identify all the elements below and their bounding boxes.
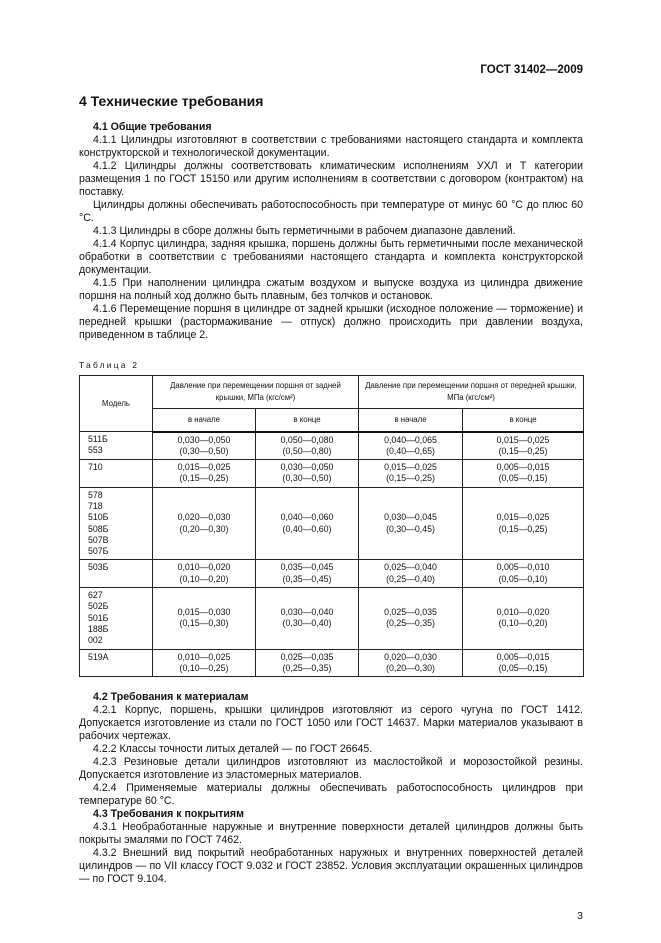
paragraph: 4.1.1 Цилиндры изготовляют в соответствии с требованиями настоящего стандарта и комплекта конструкторской и технологической документации.	[79, 134, 583, 159]
table-row	[80, 560, 584, 588]
table-row	[80, 460, 584, 488]
paragraph: 4.1.5 При наполнении цилиндра сжатым воздухом и выпуске воздуха из цилиндра движение поршня на полный ход должно быть плавным, без толчков и остановок.	[79, 277, 583, 302]
page-number: 3	[577, 910, 583, 923]
paragraph: 4.2.3 Резиновые детали цилиндров изготовляют из маслостойкой и морозостойкой резины. Допускается изготовление из эластомерных материалов.	[79, 756, 583, 782]
pressure-cell: 0,005—0,010 (0,05—0,10)	[463, 560, 584, 588]
subsection-heading: 4.1 Общие требования	[93, 121, 212, 133]
paragraph: 4.1.2 Цилиндры должны соответствовать климатическим исполнениям УХЛ и Т категории размещения 1 по ГОСТ 15150 или другим исполнениям в соответствии с договором (контрактом) на поставку.	[79, 160, 583, 198]
paragraph: 4.1.4 Корпус цилиндра, задняя крышка, поршень должны быть герметичными после механической обработки в соответствии с требованиями настоящего стандарта и комплекта конструкторской документации.	[79, 238, 583, 276]
pressure-cell: 0,020—0,030 (0,20—0,30)	[359, 649, 463, 677]
subheader: в начале	[153, 409, 256, 432]
model-cell: 519А	[80, 649, 153, 677]
pressure-cell: 0,015—0,025 (0,15—0,25)	[359, 460, 463, 488]
pressure-cell: 0,030—0,045 (0,30—0,45)	[359, 487, 463, 560]
pressure-table	[79, 375, 584, 677]
paragraph: 4.1.3 Цилиндры в сборе должны быть герметичными в рабочем диапазоне давлений.	[93, 225, 516, 237]
paragraph: 4.3.2 Внешний вид покрытий необработанных наружных и внутренних поверхностей деталей цилиндров — по VII классу ГОСТ 9.032 и ГОСТ 23852. Условия эксплуатации окрашенных цилиндров — по ГОСТ 9.104.	[79, 847, 583, 886]
pressure-cell: 0,015—0,025 (0,15—0,25)	[153, 460, 256, 488]
pressure-cell: 0,040—0,065 (0,40—0,65)	[359, 432, 463, 460]
subheader: в начале	[359, 409, 463, 432]
header-rear-cover: Давление при перемещении поршня от задней крышки, МПа (кгс/см²)	[153, 376, 359, 409]
pressure-cell: 0,015—0,025 (0,15—0,25)	[463, 487, 584, 560]
table-row	[80, 649, 584, 677]
subsection-heading: 4.2 Требования к материалам	[93, 691, 249, 704]
model-cell: 503Б	[80, 560, 153, 588]
model-cell: 627 502Б 501Б 188Б 002	[80, 588, 153, 649]
pressure-cell: 0,030—0,050 (0,30—0,50)	[153, 432, 256, 460]
table-row	[80, 432, 584, 460]
pressure-cell: 0,025—0,040 (0,25—0,40)	[359, 560, 463, 588]
pressure-cell: 0,025—0,035 (0,25—0,35)	[256, 649, 359, 677]
pressure-cell: 0,030—0,040 (0,30—0,40)	[256, 588, 359, 649]
paragraph: 4.2.1 Корпус, поршень, крышки цилиндров изготовляют из серого чугуна по ГОСТ 1412. Допускается изготовление из стали по ГОСТ 1050 или ГОСТ 14637. Марки материалов указывают в рабочих чертежах.	[79, 704, 583, 743]
pressure-cell: 0,020—0,030 (0,20—0,30)	[153, 487, 256, 560]
subheader: в конце	[463, 409, 584, 432]
model-cell: 511Б 553	[80, 432, 153, 460]
model-cell: 710	[80, 460, 153, 488]
header-model: Модель	[80, 376, 153, 432]
paragraph: 4.2.2 Классы точности литых деталей — по ГОСТ 26645.	[93, 743, 373, 756]
section-title: 4 Технические требования	[79, 93, 264, 109]
subheader: в конце	[256, 409, 359, 432]
paragraph: Цилиндры должны обеспечивать работоспособность при температуре от минус 60 °С до плюс 60 °С.	[79, 199, 583, 224]
table-row	[80, 487, 584, 560]
document-id: ГОСТ 31402—2009	[480, 64, 583, 76]
header-front-cover: Давление при перемещении поршня от передней крышки, МПа (кгс/см²)	[359, 376, 584, 409]
paragraph: 4.3.1 Необработанные наружные и внутренние поверхности деталей цилиндров должны быть покрыты эмалями по ГОСТ 7462.	[79, 821, 583, 847]
model-cell: 578 718 510Б 508Б 507В 507Б	[80, 487, 153, 560]
pressure-cell: 0,015—0,025 (0,15—0,25)	[463, 432, 584, 460]
section-4-2	[79, 691, 583, 886]
pressure-cell: 0,005—0,015 (0,05—0,15)	[463, 649, 584, 677]
pressure-cell: 0,010—0,020 (0,10—0,20)	[463, 588, 584, 649]
paragraph: 4.2.4 Применяемые материалы должны обеспечивать работоспособность цилиндров при температуре 60 °С.	[79, 782, 583, 808]
pressure-cell: 0,025—0,035 (0,25—0,35)	[359, 588, 463, 649]
pressure-cell: 0,005—0,015 (0,05—0,15)	[463, 460, 584, 488]
paragraph: 4.1.6 Перемещение поршня в цилиндре от задней крышки (исходное положение — торможение) и передней крышки (растормаживание — отпуск) должно происходить при давлении воздуха, приведенном в таблице 2.	[79, 303, 583, 341]
pressure-cell: 0,015—0,030 (0,15—0,30)	[153, 588, 256, 649]
subsection-heading: 4.3 Требования к покрытиям	[93, 808, 244, 821]
pressure-cell: 0,050—0,080 (0,50—0,80)	[256, 432, 359, 460]
pressure-cell: 0,030—0,050 (0,30—0,50)	[256, 460, 359, 488]
section-4-1	[79, 121, 583, 342]
table-row	[80, 588, 584, 649]
pressure-cell: 0,035—0,045 (0,35—0,45)	[256, 560, 359, 588]
pressure-cell: 0,010—0,025 (0,10—0,25)	[153, 649, 256, 677]
pressure-cell: 0,010—0,020 (0,10—0,20)	[153, 560, 256, 588]
table-caption: Таблица 2	[79, 360, 140, 370]
pressure-cell: 0,040—0,060 (0,40—0,60)	[256, 487, 359, 560]
